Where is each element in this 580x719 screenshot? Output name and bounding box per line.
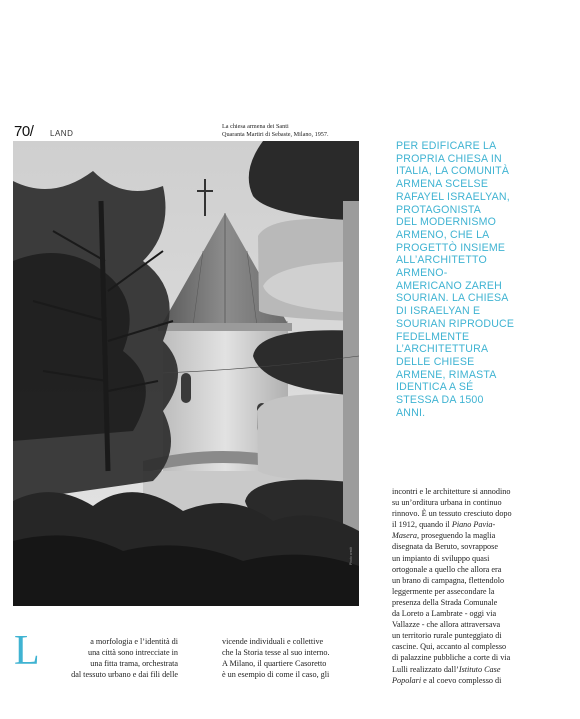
church-photo xyxy=(13,141,359,606)
body-line: un territorio rurale punteggiato di xyxy=(392,631,502,641)
body-line: disegnata da Beruto, sovrappose xyxy=(392,542,498,552)
plan-name: Piano Pavia- xyxy=(451,520,496,530)
pull-quote-line: FEDELMENTE xyxy=(396,330,470,343)
body-line: da Loreto a Lambrate - oggi via xyxy=(392,609,497,619)
pull-quote-line: PROPRIA CHIESA IN xyxy=(396,152,502,165)
body-line: a morfologia e l’identità di xyxy=(90,637,178,646)
body-column-left xyxy=(50,636,178,680)
body-fragment: e al coevo complesso di xyxy=(421,675,502,685)
page-number: 70/ xyxy=(14,123,34,140)
pull-quote xyxy=(396,140,515,419)
institution-name: Popolari xyxy=(392,675,422,685)
pull-quote-line: DELLE CHIESE xyxy=(396,355,475,368)
pull-quote-line: ALL’ARCHITETTO xyxy=(396,254,487,267)
body-line: Vallazze - che allora attraversava xyxy=(392,620,501,630)
pull-quote-line: ANNI. xyxy=(396,406,426,419)
body-line: cascine. Qui, accanto al complesso xyxy=(392,642,507,652)
body-fragment: , proseguendo la maglia xyxy=(417,531,496,541)
body-line: A Milano, il quartiere Casoretto xyxy=(222,659,327,669)
photo-caption xyxy=(222,123,362,138)
body-line: vicende individuali e collettive xyxy=(222,637,324,646)
pull-quote-line: RAFAYEL ISRAELYAN, xyxy=(396,190,510,203)
pull-quote-line: DI ISRAELYAN E xyxy=(396,305,481,318)
body-line: una città sono intrecciate in xyxy=(87,648,178,658)
body-line: che la Storia tesse al suo interno. xyxy=(222,648,330,658)
body-line: su un’orditura urbana in continuo xyxy=(392,498,502,508)
body-line xyxy=(392,530,517,541)
caption-line: Quaranta Martiri di Sebaste, Milano, 1957. xyxy=(222,130,329,138)
body-line xyxy=(392,519,517,530)
body-line: dal tessuto urbano e dai fili delle xyxy=(71,670,178,680)
pull-quote-line: STESSA DA 1500 xyxy=(396,394,484,407)
pull-quote-line: PER EDIFICARE LA xyxy=(396,140,497,152)
pull-quote-line: ARMENO- xyxy=(396,267,448,280)
body-column-mid xyxy=(222,636,350,680)
pull-quote-line: PROGETTÒ INSIEME xyxy=(396,241,506,254)
pull-quote-line: PROTAGONISTA xyxy=(396,203,481,216)
pull-quote-line: AMERICANO ZAREH xyxy=(396,279,503,292)
pull-quote-line: DEL MODERNISMO xyxy=(396,216,497,229)
pull-quote-line: ITALIA, LA COMUNITÀ xyxy=(396,165,510,178)
body-column-right xyxy=(392,486,517,686)
plan-name: Masera xyxy=(392,531,418,541)
church-photo-illustration xyxy=(13,141,359,606)
body-line: una fitta trama, orchestrata xyxy=(90,659,178,669)
pull-quote-line: ARMENA SCELSE xyxy=(396,178,489,191)
drop-cap: L xyxy=(14,628,40,674)
body-fragment: Lulli realizzato dall’ xyxy=(392,664,459,674)
pull-quote-line: SOURIAN. LA CHIESA xyxy=(396,292,509,305)
pull-quote-line: IDENTICA A SÉ xyxy=(396,381,474,394)
body-line: un impianto di sviluppo quasi xyxy=(392,553,490,563)
pull-quote-line: L’ARCHITETTURA xyxy=(396,343,489,356)
body-line: leggermente per assecondare la xyxy=(392,586,495,596)
section-name: LAND xyxy=(50,129,74,138)
body-line: incontri e le architetture si annodino xyxy=(392,487,511,496)
body-line xyxy=(392,675,517,686)
body-line: ortogonale a quello che allora era xyxy=(392,564,502,574)
photo-credit: Photo credit xyxy=(349,546,353,565)
pull-quote-line: ARMENE, RIMASTA xyxy=(396,368,497,381)
body-fragment: il 1912, quando il xyxy=(392,520,452,530)
pull-quote-line: SOURIAN RIPRODUCE xyxy=(396,317,515,330)
body-line: un brano di campagna, flettendolo xyxy=(392,575,505,585)
body-line: di palazzine pubbliche a corte di via xyxy=(392,653,511,663)
institution-name: Istituto Case xyxy=(458,664,501,674)
body-line: presenza della Strada Comunale xyxy=(392,597,498,607)
body-line: è un esempio di come il caso, gli xyxy=(222,670,330,680)
body-line: rinnovo. È un tessuto cresciuto dopo xyxy=(392,509,512,519)
pull-quote-line: ARMENO, CHE LA xyxy=(396,228,490,241)
caption-line: La chiesa armena dei Santi xyxy=(222,123,289,130)
body-line xyxy=(392,664,517,675)
